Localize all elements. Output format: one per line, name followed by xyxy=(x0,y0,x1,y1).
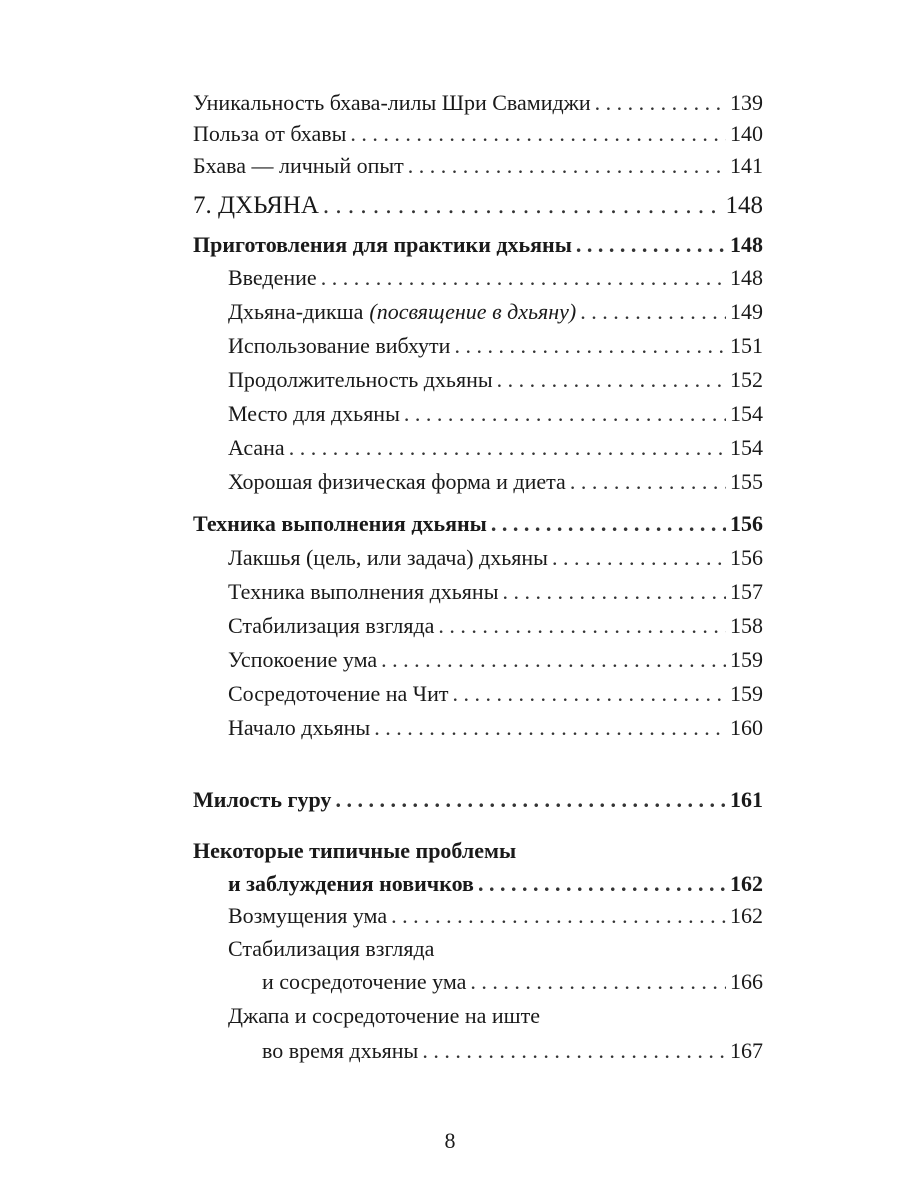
item-title: Асана xyxy=(228,435,285,460)
item-page: 156 xyxy=(730,545,763,570)
dot-leader xyxy=(323,191,722,221)
item-title: Стабилизация взгляда xyxy=(228,936,435,961)
item-note: (посвящение в дхьяну) xyxy=(369,299,577,324)
dot-leader xyxy=(404,399,726,429)
toc-item xyxy=(228,901,763,931)
toc-item xyxy=(228,263,763,293)
chapter-number: 7. xyxy=(193,192,212,219)
section-title: Некоторые типичные проблемы xyxy=(193,838,517,863)
dot-leader xyxy=(408,151,726,181)
item-page: 152 xyxy=(730,367,763,392)
dot-leader xyxy=(391,901,726,931)
dot-leader xyxy=(438,611,726,641)
dot-leader xyxy=(580,297,726,327)
item-page: 148 xyxy=(730,265,763,290)
section-title-line1 xyxy=(193,836,763,866)
dot-leader xyxy=(289,433,726,463)
entry-page: 139 xyxy=(730,90,763,115)
entry-title: Польза от бхавы xyxy=(193,121,347,146)
dot-leader xyxy=(335,785,726,815)
section-title: Приготовления для практики дхьяны xyxy=(193,232,572,257)
item-title: Введение xyxy=(228,265,317,290)
section-entry xyxy=(228,869,763,899)
item-page: 159 xyxy=(730,681,763,706)
dot-leader xyxy=(452,679,726,709)
section-title: Техника выполнения дхьяны xyxy=(193,511,487,536)
item-page: 158 xyxy=(730,613,763,638)
section-page: 148 xyxy=(730,232,763,257)
item-page: 155 xyxy=(730,469,763,494)
item-page: 167 xyxy=(730,1038,763,1063)
toc-item-line1 xyxy=(228,1001,763,1031)
item-title: Сосредоточение на Чит xyxy=(228,681,449,706)
dot-leader xyxy=(595,88,726,118)
item-title-cont: во время дхьяны xyxy=(262,1038,419,1063)
toc-entry xyxy=(193,88,763,118)
section-entry xyxy=(193,785,763,815)
item-page: 157 xyxy=(730,579,763,604)
dot-leader xyxy=(478,869,726,899)
dot-leader xyxy=(497,365,726,395)
toc-item xyxy=(228,645,763,675)
item-page: 159 xyxy=(730,647,763,672)
dot-leader xyxy=(374,713,726,743)
item-page: 154 xyxy=(730,435,763,460)
section-page: 156 xyxy=(730,511,763,536)
toc-item xyxy=(262,1036,763,1066)
entry-title: Уникальность бхава-лилы Шри Свамиджи xyxy=(193,90,591,115)
section-page: 161 xyxy=(730,787,763,812)
chapter-page: 148 xyxy=(725,192,763,219)
item-title: Продолжительность дхьяны xyxy=(228,367,493,392)
page-number: 8 xyxy=(444,1128,456,1153)
toc-item xyxy=(228,679,763,709)
toc-item xyxy=(228,713,763,743)
item-page: 154 xyxy=(730,401,763,426)
toc-item-line1 xyxy=(228,934,763,964)
entry-title: Бхава — личный опыт xyxy=(193,153,404,178)
item-title: Успокоение ума xyxy=(228,647,378,672)
entry-page: 140 xyxy=(730,121,763,146)
dot-leader xyxy=(491,509,726,539)
dot-leader xyxy=(570,467,726,497)
item-title: Джапа и сосредоточение на иште xyxy=(228,1003,540,1028)
dot-leader xyxy=(502,577,726,607)
section-title: Милость гуру xyxy=(193,787,332,812)
toc-item xyxy=(228,611,763,641)
item-title: Стабилизация взгляда xyxy=(228,613,435,638)
dot-leader xyxy=(552,543,726,573)
item-page: 160 xyxy=(730,715,763,740)
dot-leader xyxy=(422,1036,726,1066)
toc-item xyxy=(228,577,763,607)
toc-entry xyxy=(193,151,763,181)
toc-item xyxy=(262,967,763,997)
item-title: Хорошая физическая форма и диета xyxy=(228,469,566,494)
item-title: Возмущения ума xyxy=(228,903,388,928)
dot-leader xyxy=(454,331,726,361)
section-title-cont: и заблуждения новичков xyxy=(228,871,474,896)
toc-item xyxy=(228,433,763,463)
item-title: Техника выполнения дхьяны xyxy=(228,579,499,604)
dot-leader xyxy=(321,263,726,293)
dot-leader xyxy=(470,967,726,997)
toc-item xyxy=(228,297,763,327)
item-page: 166 xyxy=(730,969,763,994)
chapter-title: ДХЬЯНА xyxy=(218,192,319,219)
toc-item xyxy=(228,467,763,497)
toc-item xyxy=(228,543,763,573)
item-page: 151 xyxy=(730,333,763,358)
dot-leader xyxy=(576,230,726,260)
item-title: Использование вибхути xyxy=(228,333,451,358)
entry-page: 141 xyxy=(730,153,763,178)
toc-entry xyxy=(193,119,763,149)
toc-item xyxy=(228,399,763,429)
chapter-entry xyxy=(193,191,763,221)
section-page: 162 xyxy=(730,871,763,896)
item-title: Место для дхьяны xyxy=(228,401,400,426)
item-title-cont: и сосредоточение ума xyxy=(262,969,467,994)
toc-item xyxy=(228,365,763,395)
section-entry xyxy=(193,509,763,539)
dot-leader xyxy=(381,645,726,675)
toc-item xyxy=(228,331,763,361)
item-title: Начало дхьяны xyxy=(228,715,371,740)
item-page: 162 xyxy=(730,903,763,928)
item-title: Дхьяна-дикша xyxy=(228,299,364,324)
dot-leader xyxy=(350,119,726,149)
section-entry xyxy=(193,230,763,260)
item-title: Лакшья (цель, или задача) дхьяны xyxy=(228,545,548,570)
item-page: 149 xyxy=(730,299,763,324)
